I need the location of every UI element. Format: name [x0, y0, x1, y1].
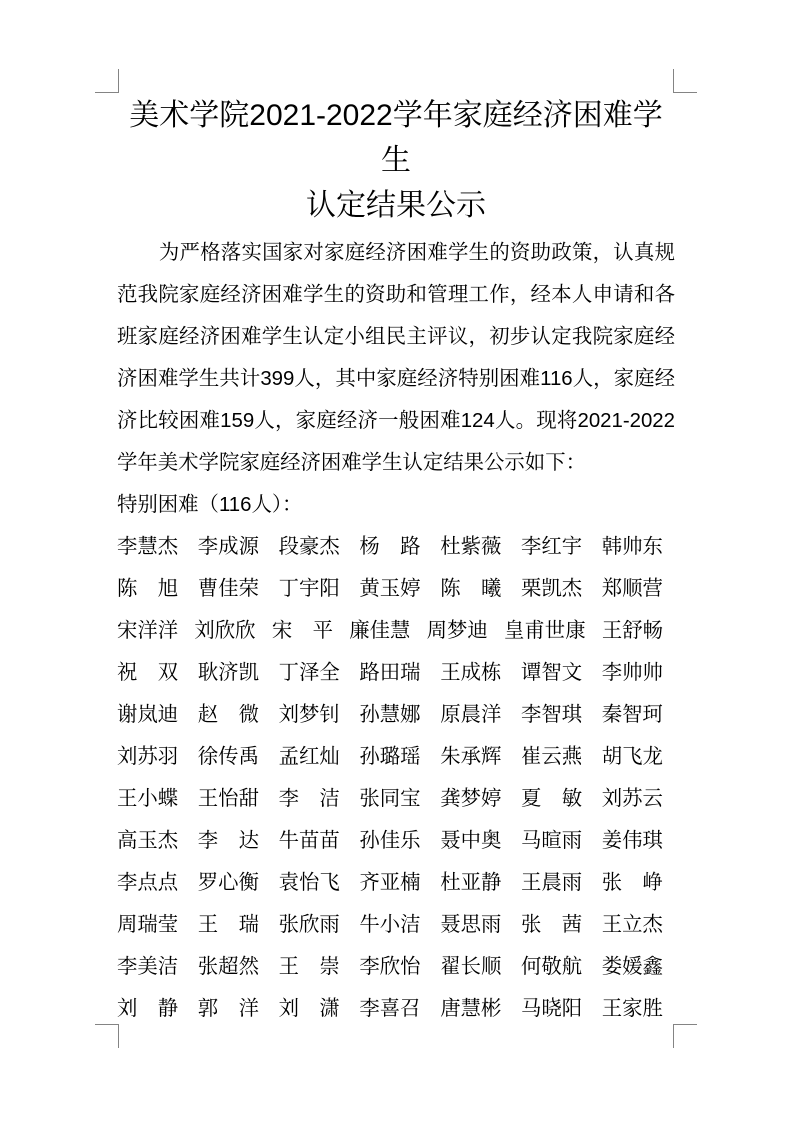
name-item: 皇甫世康	[504, 620, 586, 642]
name-item: 袁怡飞	[278, 872, 340, 894]
name-row	[117, 694, 663, 736]
name-item: 李欣怡	[359, 956, 421, 978]
name-item: 黄玉婷	[359, 578, 421, 600]
name-item: 李 达	[197, 830, 259, 852]
document-subtitle: 认定结果公示	[306, 189, 486, 222]
name-item: 孟红灿	[278, 746, 340, 768]
name-row	[117, 820, 663, 862]
crop-mark-bottom-right	[673, 1024, 697, 1048]
name-item: 李喜召	[359, 998, 421, 1020]
name-item: 张 峥	[601, 872, 663, 894]
name-item: 赵 微	[197, 704, 259, 726]
name-item: 李 洁	[278, 788, 340, 810]
name-item: 原晨洋	[440, 704, 502, 726]
name-item: 王家胜	[601, 998, 663, 1020]
name-item: 张超然	[197, 956, 259, 978]
document-title: 美术学院2021-2022学年家庭经济困难学生	[129, 99, 663, 177]
name-item: 朱承辉	[440, 746, 502, 768]
name-item: 刘梦钊	[278, 704, 340, 726]
name-item: 杨 路	[359, 536, 421, 558]
name-item: 周瑞莹	[117, 914, 179, 936]
name-item: 张欣雨	[278, 914, 340, 936]
name-item: 丁泽全	[278, 662, 340, 684]
name-item: 祝 双	[117, 662, 179, 684]
name-item: 孙慧娜	[359, 704, 421, 726]
name-item: 郑顺营	[601, 578, 663, 600]
page-content	[117, 93, 675, 1030]
name-item: 胡飞龙	[601, 746, 663, 768]
name-item: 谭智文	[520, 662, 583, 684]
name-row	[117, 652, 663, 694]
name-item: 王舒畅	[601, 620, 663, 642]
name-item: 刘苏云	[601, 788, 663, 810]
name-item: 王 崇	[278, 956, 340, 978]
section-label: 特别困难（116人）：	[117, 494, 303, 516]
name-item: 龚梦婷	[440, 788, 502, 810]
name-item: 齐亚楠	[359, 872, 421, 894]
name-item: 刘苏羽	[117, 746, 179, 768]
name-item: 徐传禹	[197, 746, 259, 768]
name-item: 娄媛鑫	[601, 956, 663, 978]
name-item: 陈 旭	[117, 578, 179, 600]
name-item: 杜亚静	[440, 872, 502, 894]
name-item: 杜紫薇	[440, 536, 502, 558]
names-grid	[117, 526, 663, 1030]
name-item: 李成源	[197, 536, 259, 558]
name-item: 谢岚迪	[117, 704, 179, 726]
name-item: 曹佳荣	[197, 578, 259, 600]
name-item: 廉佳慧	[349, 620, 411, 642]
name-item: 牛苗苗	[278, 830, 340, 852]
name-item: 聂中奥	[440, 830, 502, 852]
name-item: 马晓阳	[520, 998, 583, 1020]
crop-mark-top-left	[95, 69, 119, 93]
name-row	[117, 736, 663, 778]
name-row	[117, 778, 663, 820]
name-item: 丁宇阳	[278, 578, 340, 600]
name-item: 刘 静	[117, 998, 179, 1020]
crop-mark-top-right	[673, 69, 697, 93]
name-item: 秦智珂	[601, 704, 663, 726]
name-item: 刘欣欣	[194, 620, 256, 642]
name-item: 李智琪	[520, 704, 583, 726]
name-item: 王 瑞	[197, 914, 259, 936]
name-item: 何敬航	[520, 956, 583, 978]
name-item: 夏 敏	[520, 788, 583, 810]
crop-mark-bottom-left	[95, 1024, 119, 1048]
name-item: 李点点	[117, 872, 179, 894]
name-item: 路田瑞	[359, 662, 421, 684]
name-item: 牛小洁	[359, 914, 421, 936]
name-row	[117, 988, 663, 1030]
name-item: 宋 平	[271, 620, 333, 642]
name-item: 李美洁	[117, 956, 179, 978]
name-item: 李慧杰	[117, 536, 179, 558]
name-row	[117, 610, 663, 652]
name-item: 高玉杰	[117, 830, 179, 852]
name-item: 孙璐瑶	[359, 746, 421, 768]
name-item: 段豪杰	[278, 536, 340, 558]
name-item: 张同宝	[359, 788, 421, 810]
name-item: 王小蝶	[117, 788, 179, 810]
name-row	[117, 526, 663, 568]
name-item: 耿济凯	[197, 662, 259, 684]
name-item: 马暄雨	[520, 830, 583, 852]
name-item: 周梦迪	[426, 620, 488, 642]
name-item: 王晨雨	[520, 872, 583, 894]
name-item: 宋洋洋	[117, 620, 179, 642]
name-item: 王成栋	[440, 662, 502, 684]
name-item: 韩帅东	[601, 536, 663, 558]
name-row	[117, 904, 663, 946]
name-item: 栗凯杰	[520, 578, 583, 600]
name-item: 郭 洋	[197, 998, 259, 1020]
name-item: 王怡甜	[197, 788, 259, 810]
name-item: 陈 曦	[440, 578, 502, 600]
name-item: 张 茜	[520, 914, 583, 936]
name-item: 唐慧彬	[440, 998, 502, 1020]
name-item: 聂思雨	[440, 914, 502, 936]
name-item: 李帅帅	[601, 662, 663, 684]
name-row	[117, 568, 663, 610]
name-item: 翟长顺	[440, 956, 502, 978]
name-row	[117, 862, 663, 904]
name-row	[117, 946, 663, 988]
name-item: 李红宇	[520, 536, 583, 558]
body-paragraph: 为严格落实国家对家庭经济困难学生的资助政策，认真规范我院家庭经济困难学生的资助和管理工作，经本人申请和各班家庭经济困难学生认定小组民主评议，初步认定我院家庭经济困难学生共计399人，其中家庭经济特别困难116人，家庭经济比较困难159人，家庭经济一般困难124人。现将2021-2022学年美术学院家庭经济困难学生认定结果公示如下：	[117, 242, 675, 474]
name-item: 孙佳乐	[359, 830, 421, 852]
name-item: 姜伟琪	[601, 830, 663, 852]
name-item: 王立杰	[601, 914, 663, 936]
name-item: 罗心衡	[197, 872, 259, 894]
name-item: 崔云燕	[520, 746, 583, 768]
name-item: 刘 潇	[278, 998, 340, 1020]
